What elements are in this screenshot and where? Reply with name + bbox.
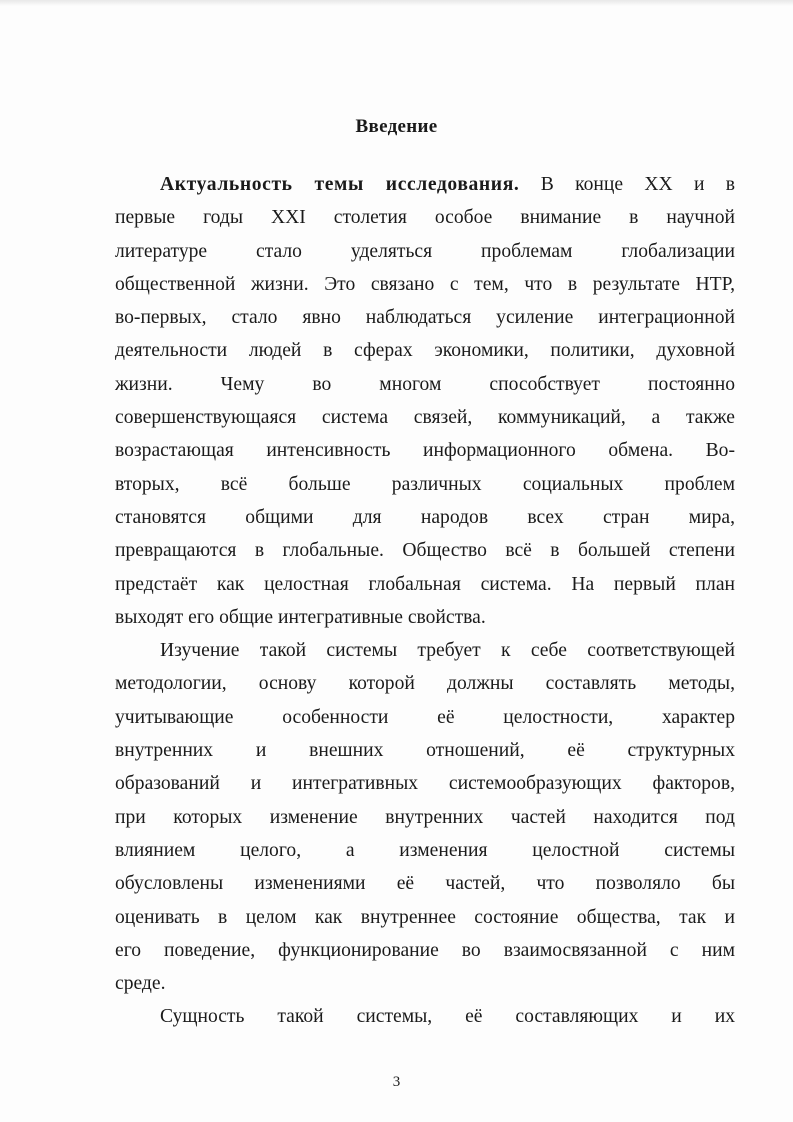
text-line bbox=[115, 468, 735, 501]
line-text: образований и интегративных системообразующих факторов, bbox=[115, 773, 735, 795]
line-text: выходят его общие интегративные свойства. bbox=[115, 606, 486, 628]
line-text: литературе стало уделяться проблемам глобализации bbox=[115, 240, 735, 262]
text-line bbox=[115, 867, 735, 900]
line-text: предстаёт как целостная глобальная система. На первый план bbox=[115, 573, 735, 595]
line-text: деятельности людей в сферах экономики, политики, духовной bbox=[115, 340, 735, 362]
line-text: среде. bbox=[115, 973, 166, 995]
text-line bbox=[115, 1000, 735, 1033]
line-text: превращаются в глобальные. Общество всё в большей степени bbox=[115, 540, 735, 562]
text-line bbox=[115, 401, 735, 434]
text-line bbox=[115, 801, 735, 834]
line-text: жизни. Чему во многом способствует постоянно bbox=[115, 373, 735, 395]
text-line bbox=[115, 201, 735, 234]
text-line bbox=[115, 368, 735, 401]
text-line bbox=[115, 934, 735, 967]
text-line bbox=[115, 301, 735, 334]
text-line bbox=[115, 534, 735, 567]
text-line bbox=[115, 501, 735, 534]
line-text: внутренних и внешних отношений, её структурных bbox=[115, 740, 735, 762]
text-line bbox=[115, 168, 735, 201]
line-text: обусловлены изменениями её частей, что позволяло бы bbox=[115, 873, 735, 895]
line-text: во-первых, стало явно наблюдаться усиление интеграционной bbox=[115, 307, 735, 329]
text-line bbox=[115, 268, 735, 301]
text-line bbox=[115, 667, 735, 700]
line-text: при которых изменение внутренних частей находится под bbox=[115, 806, 735, 828]
text-line bbox=[115, 334, 735, 367]
line-text: совершенствующаяся система связей, коммуникаций, а также bbox=[115, 407, 735, 429]
page-number: 3 bbox=[392, 1074, 401, 1090]
line-text: Сущность такой системы, её составляющих и их bbox=[160, 1006, 735, 1028]
text-line bbox=[115, 734, 735, 767]
text-line bbox=[115, 967, 735, 1000]
lead-heading: Актуальность темы исследования. bbox=[160, 174, 520, 195]
line-text: его поведение, функционирование во взаимосвязанной с ним bbox=[115, 939, 735, 961]
text-line bbox=[115, 634, 735, 667]
line-text: влиянием целого, а изменения целостной системы bbox=[115, 839, 735, 861]
line-text: В конце XX и в bbox=[519, 174, 736, 195]
text-line bbox=[115, 834, 735, 867]
line-text: общественной жизни. Это связано с тем, что в результате НТР, bbox=[115, 273, 735, 295]
text-line bbox=[115, 767, 735, 800]
line-text: становятся общими для народов всех стран мира, bbox=[115, 506, 735, 528]
line-text: Изучение такой системы требует к себе соответствующей bbox=[160, 640, 735, 662]
line-text: оценивать в целом как внутреннее состояние общества, так и bbox=[115, 906, 735, 928]
text-line bbox=[115, 434, 735, 467]
scan-edge-shadow bbox=[0, 0, 793, 6]
body-text bbox=[115, 168, 735, 1034]
line-text: вторых, всё больше различных социальных проблем bbox=[115, 473, 735, 495]
line-text: методологии, основу которой должны составлять методы, bbox=[115, 673, 735, 695]
text-line bbox=[115, 701, 735, 734]
text-line bbox=[115, 568, 735, 601]
page-title: Введение bbox=[355, 116, 438, 137]
line-text: возрастающая интенсивность информационного обмена. Во- bbox=[115, 440, 735, 462]
text-line bbox=[115, 901, 735, 934]
line-text: учитывающие особенности её целостности, характер bbox=[115, 706, 735, 728]
text-line bbox=[115, 235, 735, 268]
line-text: первые годы XXI столетия особое внимание в научной bbox=[115, 207, 735, 229]
text-line bbox=[115, 601, 735, 634]
